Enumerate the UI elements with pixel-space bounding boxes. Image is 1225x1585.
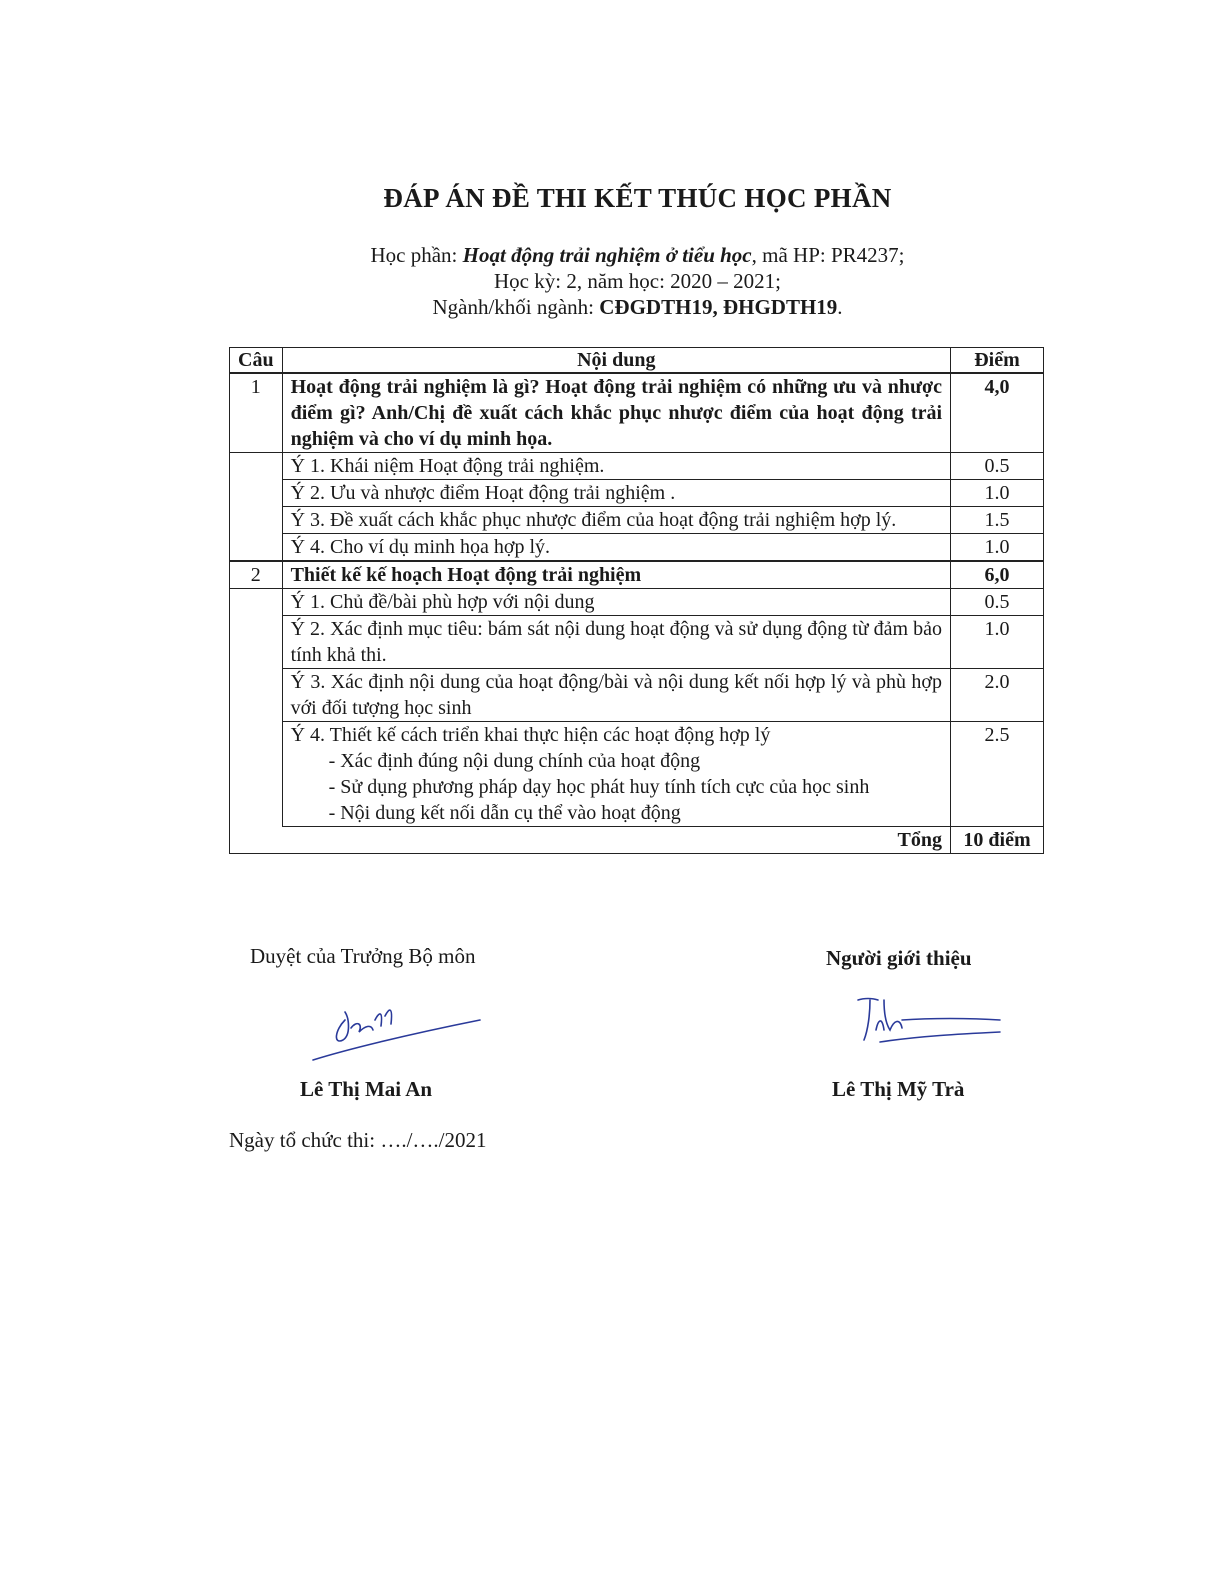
presenter-label: Người giới thiệu xyxy=(826,946,972,970)
item-row xyxy=(230,616,1044,669)
item-text: Ý 2. Ưu và nhược điểm Hoạt động trải nghiệm . xyxy=(282,480,950,507)
table-header-row xyxy=(230,348,1044,374)
approver-signature-icon xyxy=(305,990,490,1065)
item-text: Ý 4. Cho ví dụ minh họa hợp lý. xyxy=(282,534,950,562)
total-row xyxy=(230,827,1044,854)
item-text: Ý 3. Xác định nội dung của hoạt động/bài và nội dung kết nối hợp lý và phù hợp với đối tượng học sinh xyxy=(282,669,950,722)
major-suffix: . xyxy=(837,295,843,319)
item-row xyxy=(230,722,1044,827)
course-prefix: Học phần: xyxy=(370,243,463,267)
item-points: 1.5 xyxy=(951,507,1044,534)
question-number: 2 xyxy=(230,561,283,589)
approver-name: Lê Thị Mai An xyxy=(300,1077,433,1101)
item-row xyxy=(230,453,1044,480)
major-line xyxy=(0,295,1225,320)
item-bullet: - Sử dụng phương pháp dạy học phát huy tính tích cực của học sinh xyxy=(328,776,870,798)
exam-date: Ngày tổ chức thi: …./…./2021 xyxy=(229,1128,487,1152)
item-points: 1.0 xyxy=(951,480,1044,507)
question-text: Hoạt động trải nghiệm là gì? Hoạt động trải nghiệm có những ưu và nhược điểm gì? Anh/Chị đề xuất cách khắc phục nhược điểm của hoạt động trải nghiệm và cho ví dụ minh họa. xyxy=(282,373,950,453)
item-text: Ý 1. Khái niệm Hoạt động trải nghiệm. xyxy=(282,453,950,480)
item-row xyxy=(230,534,1044,562)
question-points: 4,0 xyxy=(951,373,1044,453)
total-value: 10 điểm xyxy=(951,827,1044,854)
answer-table xyxy=(229,347,1044,854)
item-bullet: - Xác định đúng nội dung chính của hoạt động xyxy=(328,750,701,772)
item-row xyxy=(230,669,1044,722)
header-question: Câu xyxy=(230,348,283,374)
question-row xyxy=(230,373,1044,453)
major-value: CĐGDTH19, ĐHGDTH19 xyxy=(599,295,838,319)
course-name: Hoạt động trải nghiệm ở tiểu học xyxy=(462,243,752,267)
major-prefix: Ngành/khối ngành: xyxy=(432,295,600,319)
presenter-signature-icon xyxy=(850,990,1010,1050)
total-label: Tổng xyxy=(230,827,951,854)
header-content: Nội dung xyxy=(282,348,950,374)
question-text: Thiết kế kế hoạch Hoạt động trải nghiệm xyxy=(282,561,950,589)
header-points: Điểm xyxy=(951,348,1044,374)
document-title: ĐÁP ÁN ĐỀ THI KẾT THÚC HỌC PHẦN xyxy=(383,183,892,213)
semester-line: Học kỳ: 2, năm học: 2020 – 2021; xyxy=(494,269,781,293)
item-row xyxy=(230,589,1044,616)
item-row xyxy=(230,480,1044,507)
course-line xyxy=(0,243,1225,268)
item-row xyxy=(230,507,1044,534)
course-code: , mã HP: PR4237; xyxy=(751,243,905,267)
approver-label: Duyệt của Trưởng Bộ môn xyxy=(250,944,476,968)
item-block xyxy=(282,722,950,827)
question-row xyxy=(230,561,1044,589)
item-bullet: - Nội dung kết nối dẫn cụ thể vào hoạt động xyxy=(328,802,681,824)
item-text: Ý 3. Đề xuất cách khắc phục nhược điểm của hoạt động trải nghiệm hợp lý. xyxy=(282,507,950,534)
item-text: Ý 1. Chủ đề/bài phù hợp với nội dung xyxy=(282,589,950,616)
item-points: 1.0 xyxy=(951,534,1044,562)
presenter-name: Lê Thị Mỹ Trà xyxy=(832,1077,965,1101)
item-points: 2.5 xyxy=(951,722,1044,827)
question-points: 6,0 xyxy=(951,561,1044,589)
item-points: 0.5 xyxy=(951,589,1044,616)
item-text: Ý 4. Thiết kế cách triển khai thực hiện các hoạt động hợp lý xyxy=(290,724,771,746)
item-points: 1.0 xyxy=(951,616,1044,669)
item-points: 0.5 xyxy=(951,453,1044,480)
question-number: 1 xyxy=(230,373,283,453)
item-points: 2.0 xyxy=(951,669,1044,722)
item-text: Ý 2. Xác định mục tiêu: bám sát nội dung hoạt động và sử dụng động từ đảm bảo tính khả thi. xyxy=(282,616,950,669)
